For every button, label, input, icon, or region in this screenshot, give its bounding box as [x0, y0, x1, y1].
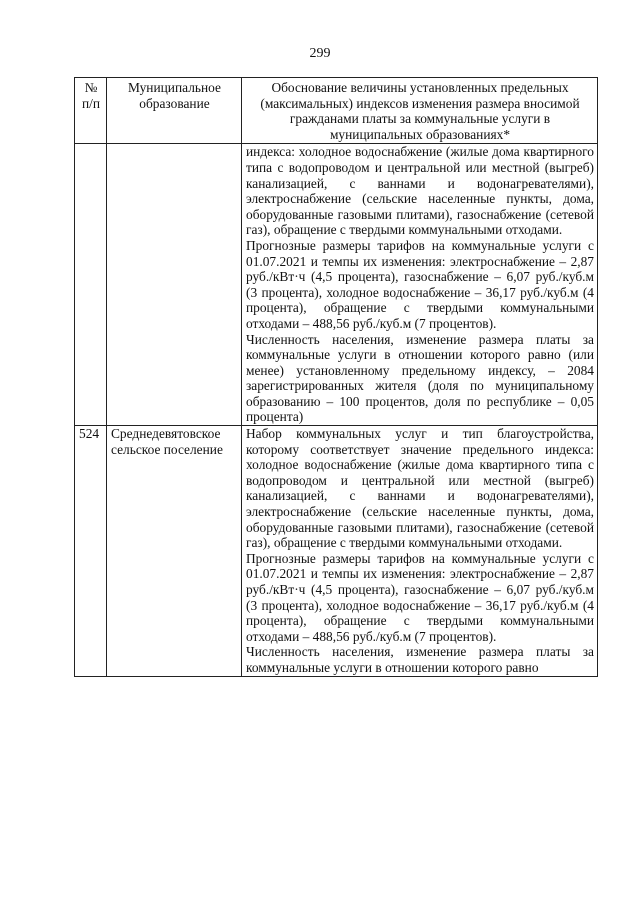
justification-paragraph: Набор коммунальных услуг и тип благоустройства, которому соответствует значение предельного индекса: холодное водоснабжение (жилые дома квартирного типа с водопроводом и центральной или местной (выгреб) канализацией, с ваннами и водонагревателями), электроснабжение (сельские населенные пункты, дома, оборудованные газовыми плитами), газоснабжение (сетевой газ), обращение с твердыми коммунальными отходами.: [246, 426, 594, 551]
justification-paragraph: Численность населения, изменение размера платы за коммунальные услуги в отношении которого равно (или менее) установленному предельному индексу, – 2084 зарегистрированных жителя (доля по муниципальному образованию – 100 процентов, доля по республике – 0,05 процента): [246, 331, 594, 425]
header-municipality: Муниципальное образование: [107, 78, 242, 144]
row-municipality: Среднедевятовское сельское поселение: [107, 426, 242, 677]
justification-paragraph: индекса: холодное водоснабжение (жилые дома квартирного типа с водопроводом и центральной или местной (выгреб) канализацией, с ваннами и водонагревателями), электроснабжение (сельские населенные пункты, дома, оборудованные газовыми плитами), газоснабжение (сетевой газ), обращение с твердыми коммунальными отходами.: [246, 144, 594, 238]
justification-paragraph: Прогнозные размеры тарифов на коммунальные услуги с 01.07.2021 и темпы их изменения: электроснабжение – 2,87 руб./кВт·ч (4,5 процента), газоснабжение – 6,07 руб./куб.м (3 процента), холодное водоснабжение – 36,17 руб./куб.м (4 процента), обращение с твердыми коммунальными отходами – 488,56 руб./куб.м (7 процентов).: [246, 237, 594, 331]
table-row: [75, 426, 598, 677]
header-number: № п/п: [75, 78, 107, 144]
row-justification: [242, 144, 598, 426]
header-justification: Обоснование величины установленных предельных (максимальных) индексов изменения размера вносимой гражданами платы за коммунальные услуги в муниципальных образованиях*: [242, 78, 598, 144]
row-municipality: [107, 144, 242, 426]
row-justification: [242, 426, 598, 677]
justification-paragraph: Прогнозные размеры тарифов на коммунальные услуги с 01.07.2021 и темпы их изменения: электроснабжение – 2,87 руб./кВт·ч (4,5 процента), газоснабжение – 6,07 руб./куб.м (3 процента), холодное водоснабжение – 36,17 руб./куб.м (4 процента), обращение с твердыми коммунальными отходами – 488,56 руб./куб.м (7 процентов).: [246, 550, 594, 644]
tariff-justification-table: [74, 77, 598, 677]
table-row: [75, 144, 598, 426]
table-header-row: [75, 78, 598, 144]
row-number: 524: [75, 426, 107, 677]
justification-paragraph: Численность населения, изменение размера платы за коммунальные услуги в отношении которого равно: [246, 644, 594, 675]
row-number: [75, 144, 107, 426]
page-number: 299: [309, 46, 331, 61]
